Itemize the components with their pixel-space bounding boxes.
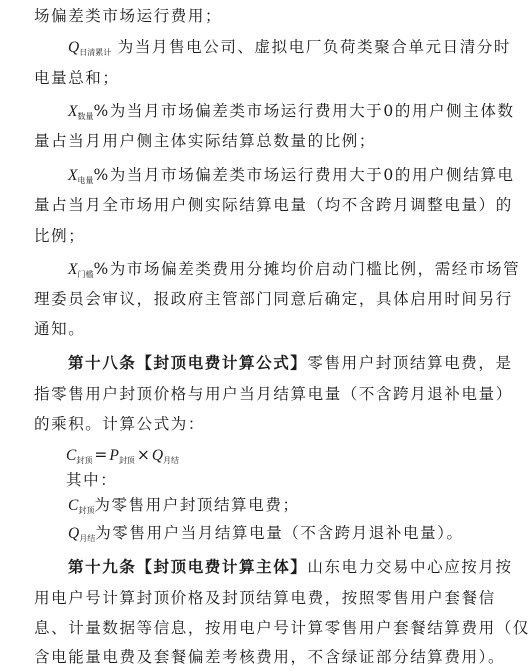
article-title: 第十九条【封顶电费计算主体】 [68, 557, 308, 576]
formula-p-subscript: 封顶 [118, 456, 135, 465]
definition-q-daily [68, 37, 531, 63]
paragraph-line [34, 226, 531, 246]
paragraph-line [34, 618, 531, 638]
line-text: 量占当月全市场用户侧实际结算电量（均不含跨月调整电量）的 [34, 196, 513, 214]
line-text: 零售用户封顶结算电费，是 [307, 354, 513, 372]
paragraph-line [34, 289, 531, 309]
formula-c-subscript: 封顶 [76, 456, 93, 465]
paragraph-line [34, 319, 531, 339]
article-title: 第十八条【封顶电费计算公式】 [68, 353, 308, 372]
symbol-subscript: 数量 [77, 112, 94, 121]
paragraph-line [34, 195, 531, 215]
formula [66, 445, 531, 471]
symbol-subscript: 门槛 [77, 270, 94, 279]
paragraph-line [34, 131, 531, 151]
symbol-subscript: 封顶 [78, 506, 95, 515]
definition-x-energy [68, 165, 531, 191]
paragraph-line [34, 588, 531, 608]
line-text: %为当月市场偏差类市场运行费用大于0的用户侧结算电 [93, 166, 515, 184]
line-text: 比例； [34, 227, 86, 245]
symbol-subscript: 电量 [77, 176, 94, 185]
line-text: 量占当月用户侧主体实际结算总数量的比例； [34, 132, 377, 150]
line-text: 电量总和； [34, 69, 120, 87]
symbol-subscript: 日清累计 [79, 48, 112, 57]
definition-q-monthly [68, 523, 531, 549]
article-19-heading [68, 557, 531, 577]
line-text: 山东电力交易中心应按月按 [307, 558, 513, 576]
symbol-x: X [68, 103, 78, 120]
definition-x-count [68, 101, 531, 127]
symbol-q: Q [68, 525, 80, 542]
formula-q: Q [151, 447, 164, 464]
definition-x-threshold [68, 259, 531, 285]
formula-q-subscript: 月结 [163, 456, 180, 465]
line-text: %为市场偏差类费用分摊均价启动门槛比例，需经市场管 [93, 260, 521, 278]
symbol-q: Q [68, 39, 80, 56]
line-text: 用电户号计算封顶价格及封顶结算电费，按照零售用户套餐信 [34, 589, 496, 607]
definition-c-cap [68, 495, 531, 521]
paragraph-line [34, 414, 531, 434]
line-text: 为零售用户封顶结算电费； [94, 496, 300, 514]
paragraph-line [34, 6, 531, 26]
line-text: 息、计量数据等信息，按用电户号计算零售用户套餐结算费用（仅 [34, 619, 530, 637]
line-text: 通知。 [34, 320, 86, 338]
line-text: 场偏差类市场运行费用； [34, 7, 223, 25]
formula-equals: = [94, 446, 108, 464]
symbol-c: C [68, 497, 79, 514]
paragraph-line [66, 470, 531, 490]
symbol-x: X [68, 167, 78, 184]
line-text: 理委员会审议，报政府主管部门同意后确定，具体启用时间另行 [34, 290, 513, 308]
line-text: 指零售用户封顶价格与用户当月结算电量（不含跨月退补电量） [34, 385, 513, 403]
line-text: %为当月市场偏差类市场运行费用大于0的用户侧主体数 [93, 102, 515, 120]
line-text: 含电能量电费及套餐偏差考核费用，不含绿证部分结算费用）。 [34, 648, 506, 666]
formula-times: × [136, 446, 150, 464]
symbol-subscript: 月结 [79, 534, 96, 543]
symbol-x: X [68, 261, 78, 278]
paragraph-line [34, 384, 531, 404]
formula-c: C [66, 447, 77, 464]
line-text: 为零售用户当月结算电量（不含跨月退补电量）。 [95, 524, 464, 542]
line-text: 为当月售电公司、虚拟电厂负荷类聚合单元日清分时 [117, 38, 512, 56]
paragraph-line [34, 647, 531, 667]
line-text: 其中： [66, 471, 118, 489]
article-18-heading [68, 353, 531, 373]
formula-p: P [109, 447, 119, 464]
line-text: 的乘积。计算公式为： [34, 415, 206, 433]
paragraph-line [34, 68, 531, 88]
